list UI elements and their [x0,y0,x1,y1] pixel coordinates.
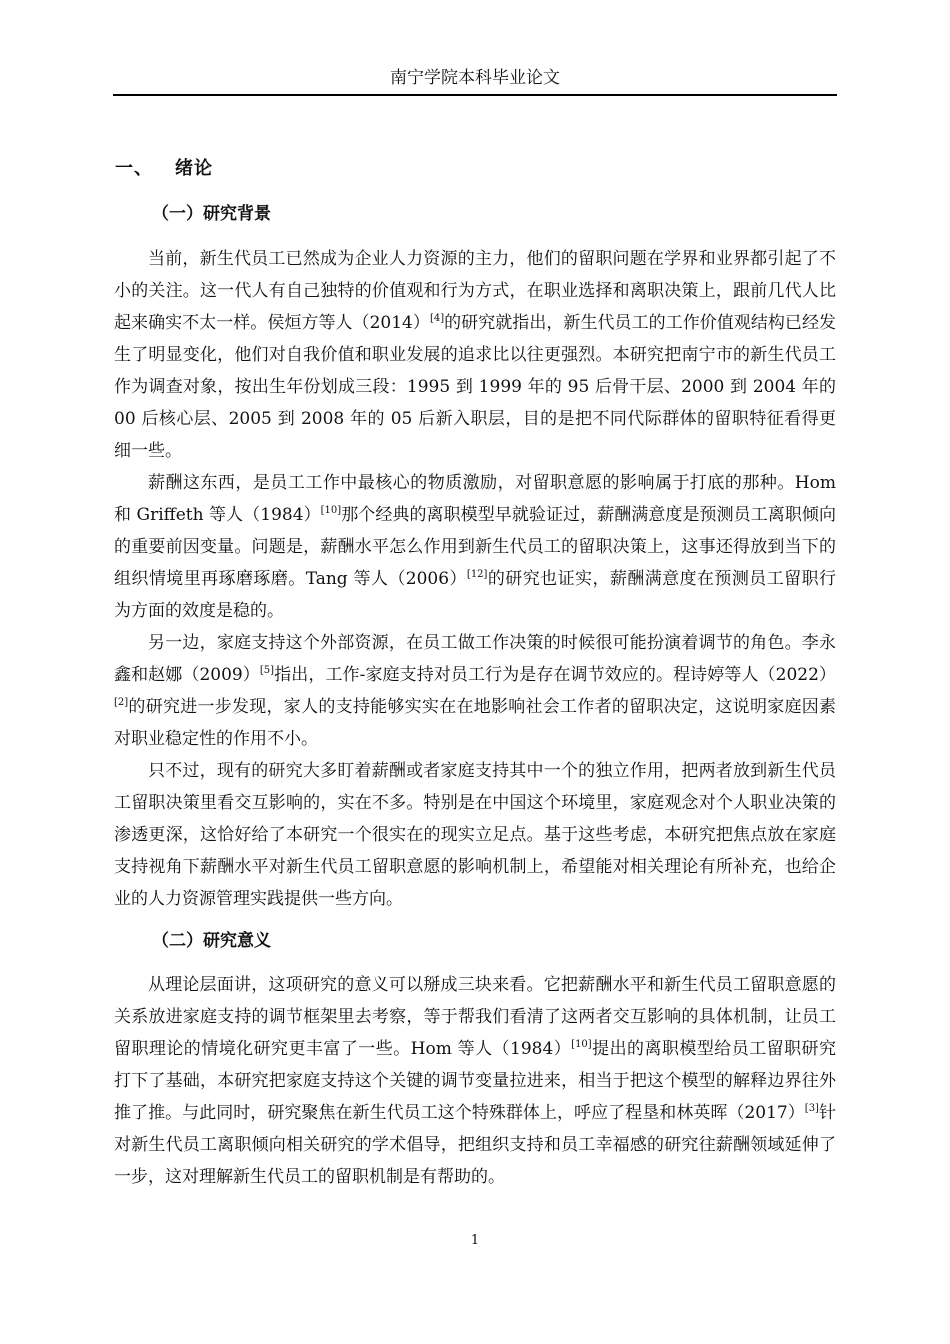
paragraph-background-4: 只不过，现有的研究大多盯着薪酬或者家庭支持其中一个的独立作用，把两者放到新生代员工留职决策里看交互影响的，实在不多。特别是在中国这个环境里，家庭观念对个人职业决策的渗透更深，这恰好给了本研究一个很实在的现实立足点。基于这些考虑，本研究把焦点放在家庭支持视角下薪酬水平对新生代员工留职意愿的影响机制上，希望能对相关理论有所补充，也给企业的人力资源管理实践提供一些方向。 [114,761,836,909]
paragraph-background-3: 另一边，家庭支持这个外部资源，在员工做工作决策的时候很可能扮演着调节的角色。李永鑫和赵娜（2009）[5]指出，工作-家庭支持对员工行为是存在调节效应的。程诗婷等人（2022）[2]的研究进一步发现，家人的支持能够实实在在地影响社会工作者的留职决定，这说明家庭因素对职业稳定性的作用不小。 [114,633,836,749]
running-header: 南宁学院本科毕业论文 [390,68,560,88]
paragraph-background-2: 薪酬这东西，是员工工作中最核心的物质激励，对留职意愿的影响属于打底的那种。Hom 和 Griffeth 等人（1984）[10]那个经典的离职模型早就验证过，薪酬满意度是预测员工离职倾向的重要前因变量。问题是，薪酬水平怎么作用到新生代员工的留职决策上，这事还得放到当下的组织情境里再琢磨琢磨。Tang 等人（2006）[12]的研究也证实，薪酬满意度在预测员工留职行为方面的效度是稳的。 [114,473,836,621]
citation: [12] [466,569,488,580]
header-rule [113,94,837,96]
citation: [10] [320,505,342,516]
citation: [10] [571,1039,592,1050]
subsection-heading-background: （一）研究背景 [152,204,271,224]
subsection-heading-significance: （二）研究意义 [152,931,271,951]
citation: [4] [429,313,445,324]
citation: [5] [259,665,275,676]
paragraph-significance-1: 从理论层面讲，这项研究的意义可以掰成三块来看。它把薪酬水平和新生代员工留职意愿的关系放进家庭支持的调节框架里去考察，等于帮我们看清了这两者交互影响的具体机制，让员工留职理论的情境化研究更丰富了一些。Hom 等人（1984）[10]提出的离职模型给员工留职研究打下了基础，本研究把家庭支持这个关键的调节变量拉进来，相当于把这个模型的解释边界往外推了推。与此同时，研究聚焦在新生代员工这个特殊群体上，呼应了程垦和林英晖（2017）[3]针对新生代员工离职倾向相关研究的学术倡导，把组织支持和员工幸福感的研究往薪酬领域延伸了一步，这对理解新生代员工的留职机制是有帮助的。 [114,975,837,1187]
paragraph-background-1: 当前，新生代员工已然成为企业人力资源的主力，他们的留职问题在学界和业界都引起了不小的关注。这一代人有自己独特的价值观和行为方式，在职业选择和离职决策上，跟前几代人比起来确实不太一样。侯烜方等人（2014）[4]的研究就指出，新生代员工的工作价值观结构已经发生了明显变化，他们对自我价值和职业发展的追求比以往更强烈。本研究把南宁市的新生代员工作为调查对象，按出生年份划成三段：1995 到 1999 年的 95 后骨干层、2000 到 2004 年的 00 后核心层、2005 到 2008 年的 05 后新入职层，目的是把不同代际群体的留职特征看得更细一些。 [114,249,837,461]
citation: [2] [114,697,129,708]
citation: [3] [804,1103,819,1114]
section-number: 一、 [115,158,153,179]
page-number: 1 [470,1233,480,1248]
section-title: 绪论 [175,158,213,179]
section-heading [115,156,213,182]
